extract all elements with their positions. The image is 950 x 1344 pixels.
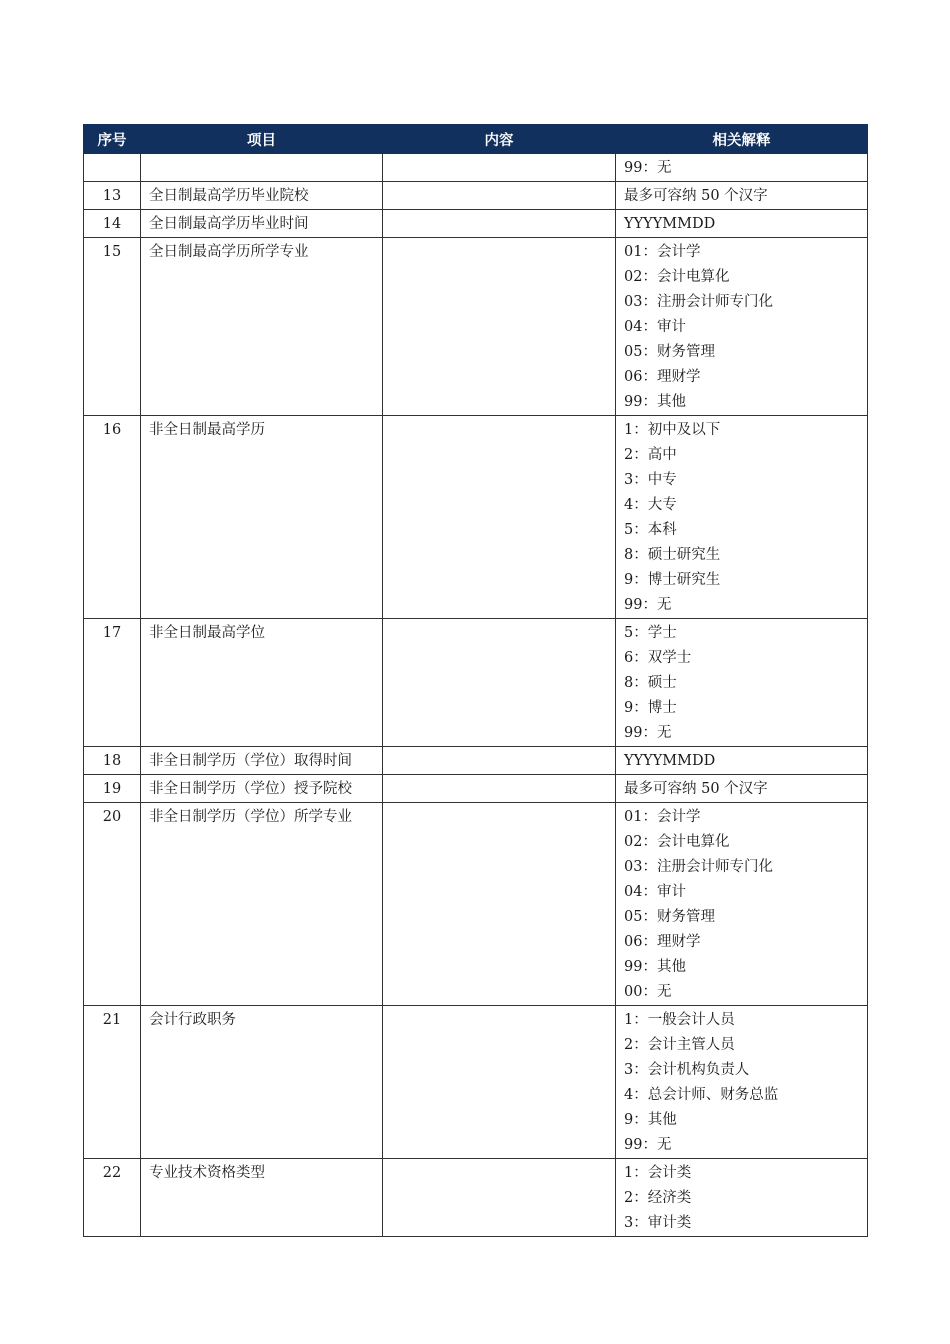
row-item: 专业技术资格类型	[141, 1159, 383, 1237]
explanation-line: 3：中专	[624, 472, 677, 488]
explanation-line: 3：审计类	[624, 1215, 692, 1231]
row-item: 会计行政职务	[141, 1006, 383, 1159]
row-content	[383, 182, 616, 210]
explanation-line: YYYYMMDD	[624, 753, 716, 769]
row-content	[383, 747, 616, 775]
row-number: 13	[84, 182, 141, 210]
explanation-line: 9：博士研究生	[624, 572, 721, 588]
table-row	[84, 747, 868, 775]
table-row	[84, 182, 868, 210]
explanation-line: 5：本科	[624, 522, 677, 538]
row-item: 非全日制最高学历	[141, 416, 383, 619]
explanation-line: 2：高中	[624, 447, 677, 463]
explanation-line: 03：注册会计师专门化	[624, 859, 773, 875]
row-content	[383, 775, 616, 803]
explanation-line: 99：其他	[624, 959, 686, 975]
explanation-line: 9：博士	[624, 700, 677, 716]
row-explanation	[616, 154, 868, 182]
explanation-line: 04：审计	[624, 884, 686, 900]
explanation-line: 8：硕士	[624, 675, 677, 691]
explanation-line: 99：无	[624, 1137, 672, 1153]
header-explanation: 相关解释	[616, 125, 868, 154]
explanation-line: 9：其他	[624, 1112, 677, 1128]
row-item: 非全日制学历（学位）所学专业	[141, 803, 383, 1006]
row-number: 15	[84, 238, 141, 416]
row-number: 22	[84, 1159, 141, 1237]
explanation-line: 2：会计主管人员	[624, 1037, 735, 1053]
table-header-row	[84, 125, 868, 154]
explanation-line: 4：大专	[624, 497, 677, 513]
row-content	[383, 210, 616, 238]
row-item: 全日制最高学历毕业院校	[141, 182, 383, 210]
explanation-line: 06：理财学	[624, 369, 701, 385]
row-number: 18	[84, 747, 141, 775]
row-number: 21	[84, 1006, 141, 1159]
explanation-line: 04：审计	[624, 319, 686, 335]
explanation-line: YYYYMMDD	[624, 216, 716, 232]
explanation-line: 1：一般会计人员	[624, 1012, 735, 1028]
explanation-line: 02：会计电算化	[624, 269, 730, 285]
explanation-line: 99：其他	[624, 394, 686, 410]
table-row	[84, 775, 868, 803]
row-number: 20	[84, 803, 141, 1006]
row-explanation	[616, 182, 868, 210]
explanation-line: 8：硕士研究生	[624, 547, 721, 563]
explanation-line: 99：无	[624, 597, 672, 613]
row-content	[383, 1006, 616, 1159]
table-body	[84, 154, 868, 1237]
row-item: 全日制最高学历毕业时间	[141, 210, 383, 238]
row-explanation	[616, 1006, 868, 1159]
row-explanation	[616, 238, 868, 416]
explanation-line: 99：无	[624, 160, 672, 176]
explanation-line: 最多可容纳 50 个汉字	[624, 781, 768, 797]
row-number: 17	[84, 619, 141, 747]
row-number: 16	[84, 416, 141, 619]
explanation-line: 06：理财学	[624, 934, 701, 950]
table-row	[84, 210, 868, 238]
row-explanation	[616, 619, 868, 747]
row-number: 19	[84, 775, 141, 803]
row-explanation	[616, 747, 868, 775]
data-table	[83, 124, 868, 1237]
row-explanation	[616, 803, 868, 1006]
row-explanation	[616, 416, 868, 619]
explanation-line: 最多可容纳 50 个汉字	[624, 188, 768, 204]
row-content	[383, 154, 616, 182]
row-item: 全日制最高学历所学专业	[141, 238, 383, 416]
row-item: 非全日制学历（学位）授予院校	[141, 775, 383, 803]
explanation-line: 02：会计电算化	[624, 834, 730, 850]
explanation-line: 4：总会计师、财务总监	[624, 1087, 779, 1103]
row-explanation	[616, 210, 868, 238]
header-no: 序号	[84, 125, 141, 154]
explanation-line: 3：会计机构负责人	[624, 1062, 750, 1078]
table-row	[84, 619, 868, 747]
row-item	[141, 154, 383, 182]
explanation-line: 00：无	[624, 984, 672, 1000]
explanation-line: 05：财务管理	[624, 909, 715, 925]
header-item: 项目	[141, 125, 383, 154]
row-item: 非全日制最高学位	[141, 619, 383, 747]
explanation-line: 1：会计类	[624, 1165, 692, 1181]
explanation-line: 01：会计学	[624, 809, 701, 825]
row-content	[383, 238, 616, 416]
row-number: 14	[84, 210, 141, 238]
explanation-line: 6：双学士	[624, 650, 692, 666]
row-explanation	[616, 1159, 868, 1237]
row-content	[383, 1159, 616, 1237]
row-number	[84, 154, 141, 182]
table-row	[84, 1159, 868, 1237]
explanation-line: 2：经济类	[624, 1190, 692, 1206]
header-content: 内容	[383, 125, 616, 154]
table-row	[84, 238, 868, 416]
explanation-line: 05：财务管理	[624, 344, 715, 360]
explanation-line: 03：注册会计师专门化	[624, 294, 773, 310]
row-content	[383, 619, 616, 747]
table-row	[84, 1006, 868, 1159]
explanation-line: 5：学士	[624, 625, 677, 641]
row-item: 非全日制学历（学位）取得时间	[141, 747, 383, 775]
table-row	[84, 416, 868, 619]
row-explanation	[616, 775, 868, 803]
table-row	[84, 803, 868, 1006]
row-content	[383, 416, 616, 619]
explanation-line: 99：无	[624, 725, 672, 741]
explanation-line: 1：初中及以下	[624, 422, 721, 438]
table-row	[84, 154, 868, 182]
row-content	[383, 803, 616, 1006]
explanation-line: 01：会计学	[624, 244, 701, 260]
